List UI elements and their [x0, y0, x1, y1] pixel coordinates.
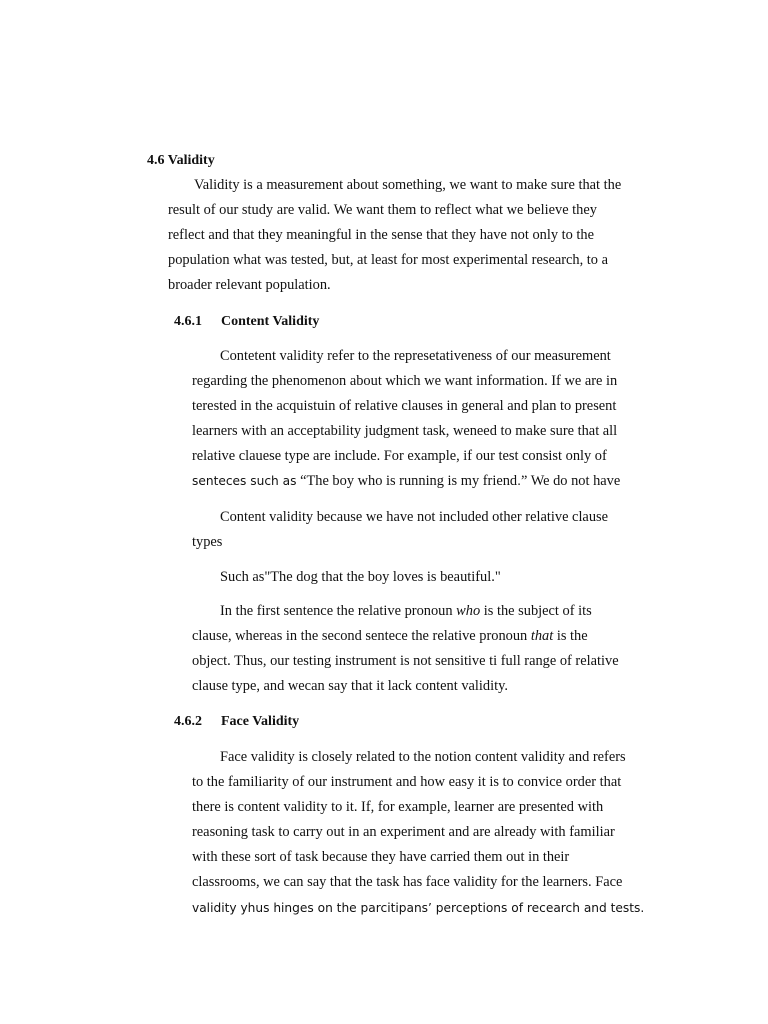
text-line: classrooms, we can say that the task has face validity for the learners. Face — [192, 874, 623, 891]
text-line: validity yhus hinges on the parcitipans’ perceptions of recearch and tests. — [192, 900, 645, 915]
text-line: relative clauese type are include. For example, if our test consist only of — [192, 448, 607, 465]
text-line: regarding the phenomenon about which we want information. If we are in — [192, 373, 618, 390]
text-run: “The boy who is running is my friend — [296, 473, 518, 490]
text-line: reasoning task to carry out in an experiment and are already with familiar — [192, 824, 615, 841]
text-line: types — [192, 534, 223, 551]
text-line: Face validity is closely related to the notion content validity and refers — [220, 749, 626, 765]
text-line: with these sort of task because they have carried them out in their — [192, 849, 570, 866]
subsection-number: 4.6.1 — [174, 314, 202, 329]
text-run: . — [517, 474, 521, 489]
section-heading: 4.6 Validity — [147, 153, 215, 168]
subsection-number: 4.6.2 — [174, 714, 202, 729]
text-line — [192, 599, 619, 624]
content-validity-paragraph-2 — [192, 505, 608, 555]
text-run: ” We do not have — [520, 473, 621, 490]
emphasis-that: that — [530, 628, 554, 645]
validity-intro-paragraph — [168, 173, 621, 298]
text-line: learners with an acceptability judgment task, weneed to make sure that all — [192, 423, 618, 440]
text-line: broader relevant population. — [168, 277, 331, 294]
subsection-heading-face-validity — [174, 712, 299, 732]
text-run: is the — [553, 628, 588, 645]
text-run: senteces such as — [192, 474, 297, 489]
content-validity-paragraph-3 — [192, 565, 501, 590]
text-run: clause, whereas in the second sentece the relative pronoun — [192, 628, 531, 645]
subsection-heading-content-validity — [174, 312, 319, 332]
face-validity-paragraph — [192, 745, 644, 921]
text-line: Content validity because we have not included other relative clause — [220, 509, 609, 525]
text-line: clause type, and wecan say that it lack content validity. — [192, 678, 508, 695]
text-line: object. Thus, our testing instrument is not sensitive ti full range of relative — [192, 653, 619, 670]
text-line: Such as"The dog that the boy loves is beautiful." — [220, 569, 501, 585]
text-line — [192, 469, 620, 494]
text-line: there is content validity to it. If, for example, learner are presented with — [192, 799, 604, 816]
text-line: result of our study are valid. We want them to reflect what we believe they — [168, 202, 597, 219]
subsection-title: Face Validity — [221, 714, 300, 729]
text-line: to the familiarity of our instrument and how easy it is to convice order that — [192, 774, 622, 791]
content-validity-paragraph-1 — [192, 344, 620, 495]
text-line: Contetent validity refer to the represetativeness of our measurement — [220, 348, 611, 364]
text-line: reflect and that they meaningful in the sense that they have not only to the — [168, 227, 594, 244]
emphasis-who: who — [456, 603, 481, 619]
text-line: terested in the acquistuin of relative clauses in general and plan to present — [192, 398, 617, 415]
text-run: is the subject of its — [480, 603, 592, 619]
content-validity-paragraph-4 — [192, 599, 619, 699]
text-line: population what was tested, but, at least for most experimental research, to a — [168, 252, 608, 269]
text-line: Validity is a measurement about something, we want to make sure that the — [194, 177, 622, 193]
text-run: In the first sentence the relative pronoun — [220, 603, 457, 619]
subsection-title: Content Validity — [221, 314, 320, 329]
text-line — [192, 624, 619, 649]
